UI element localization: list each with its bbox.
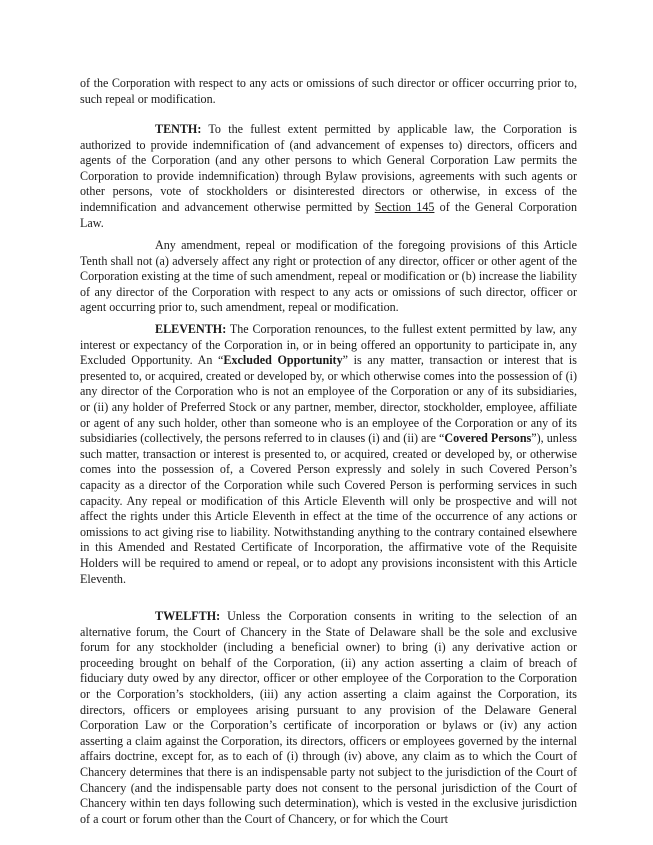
paragraph-article-twelfth <box>80 609 577 827</box>
paragraph-text: of the General Corporation Law. <box>80 199 577 230</box>
paragraph-text: To the fullest extent permitted by applicable law, the Corporation is authorized to provide indemnification of (and advancement of expenses to) directors, officers and agents of the Corporation (and any other persons to which General Corporation Law permits the Corporation to provide indemnification) through Bylaw provisions, agreements with such agents or other persons, vote of stockholders or disinterested directors or otherwise, in excess of the indemnification and advancement otherwise permitted by <box>80 122 577 214</box>
paragraph-text: The Corporation renounces, to the fullest extent permitted by law, any interest or expectancy of the Corporation in, or in being offered an opportunity to participate in, any Excluded Opportunity. An “ <box>80 322 577 368</box>
paragraph-article-eleventh <box>80 322 577 587</box>
paragraph-text: of the Corporation with respect to any acts or omissions of such director or officer occurring prior to, such repeal or modification. <box>80 76 577 106</box>
paragraph-text: ”), unless such matter, transaction or interest is presented to, or acquired, created or developed by, or otherwise comes into the possession of, a Covered Person expressly and solely in such Covered Person’s capacity as a director of the Corporation while such Covered Person is performing services in such capacity. Any repeal or modification of this Article Eleventh will only be prospective and will not affect the rights under this Article Eleventh in effect at the time of the occurrence of any actions or omissions to act giving rise to liability. Notwithstanding anything to the contrary contained elsewhere in this Amended and Restated Certificate of Incorporation, the affirmative vote of the Requisite Holders will be required to amend or repeal, or to adopt any provisions inconsistent with this Article Eleventh. <box>80 431 577 586</box>
paragraph-text: Unless the Corporation consents in writing to the selection of an alternative forum, the Court of Chancery in the State of Delaware shall be the sole and exclusive forum for any stockholder (including a beneficial owner) to bring (i) any derivative action or proceeding brought on behalf of the Corporation, (ii) any action asserting a claim of breach of fiduciary duty owed by any director, officer or other employee of the Corporation to the Corporation or the Corporation’s stockholders, (iii) any action asserting a claim against the Corporation, its directors, officers or employees arising pursuant to any provision of the Delaware General Corporation Law or the Corporation’s certificate of incorporation or bylaws or (iv) any action asserting a claim against the Corporation, its directors, officers or employees governed by the internal affairs doctrine, except for, as to each of (i) through (iv) above, any claim as to which the Court of Chancery determines that there is an indispensable party not subject to the jurisdiction of the Court of Chancery (and the indispensable party does not consent to the personal jurisdiction of the Court of Chancery within ten days following such determination), which is vested in the exclusive jurisdiction of a court or forum other than the Court of Chancery, or for which the Court <box>80 609 577 826</box>
paragraph-text: ” is any matter, transaction or interest that is presented to, or acquired, created or developed by, or which otherwise comes into the possession of (i) any director of the Corporation who is not an employee of the Corporation or any of its subsidiaries, or (ii) any holder of Preferred Stock or any partner, member, director, stockholder, employee, affiliate or agent of any such holder, other than someone who is an employee of the Corporation or any of its subsidiaries (collectively, the persons referred to in clauses (i) and (ii) are “ <box>80 353 577 446</box>
article-heading-tenth: TENTH: <box>155 122 202 136</box>
paragraph-article-tenth <box>80 122 577 231</box>
article-heading-eleventh: ELEVENTH: <box>155 322 227 336</box>
paragraph-text: Any amendment, repeal or modification of the foregoing provisions of this Article Tenth shall not (a) adversely affect any right or protection of any director, officer or other agent of the Corporation existing at the time of such amendment, repeal or modification or (b) increase the liability of any director of the Corporation with respect to any acts or omissions of such director, officer or agent occurring prior to, such amendment, repeal or modification. <box>80 238 577 315</box>
paragraph-amendment <box>80 238 577 316</box>
paragraph-continuation <box>80 76 577 107</box>
defined-term-excluded-opportunity: Excluded Opportunity <box>223 353 343 368</box>
article-heading-twelfth: TWELFTH: <box>155 609 221 623</box>
section-145-link[interactable]: Section 145 <box>374 199 435 214</box>
defined-term-covered-persons: Covered Persons <box>444 431 532 446</box>
